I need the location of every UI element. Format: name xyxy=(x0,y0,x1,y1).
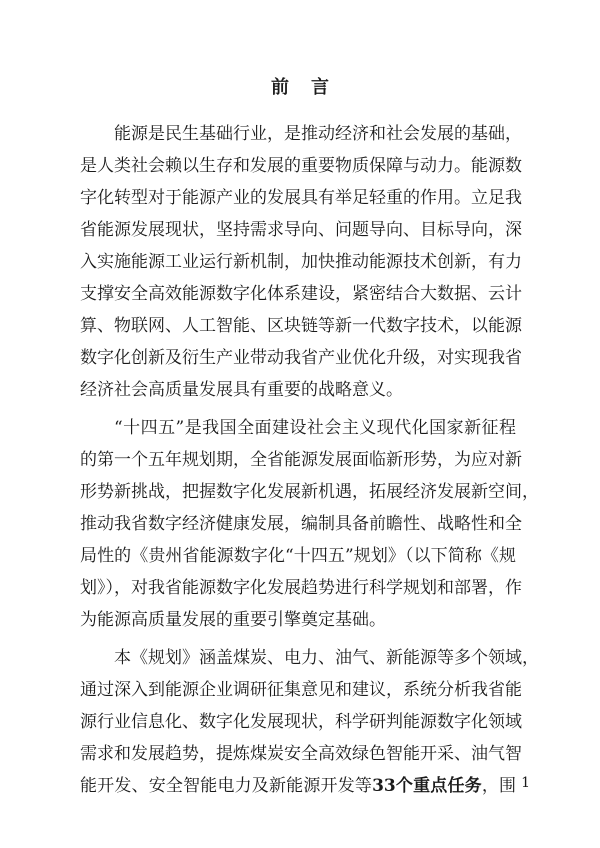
paragraph-2 xyxy=(80,412,539,636)
text-line: 推动我省数字经济健康发展，编制具备前瞻性、战略性和全 xyxy=(80,514,522,534)
key-tasks-emphasis: 33个重点任务 xyxy=(372,776,482,796)
text-line: 算、物联网、人工智能、区块链等新一代数字技术，以能源 xyxy=(80,316,522,336)
text-line: 是人类社会赖以生存和发展的重要物质保障与动力。能源数 xyxy=(80,156,522,176)
text-line: 为能源高质量发展的重要引擎奠定基础。 xyxy=(80,610,386,630)
text-line: 形势新挑战，把握数字化发展新机遇，拓展经济发展新空间， xyxy=(80,482,539,502)
page-number: 1 xyxy=(521,775,530,791)
page-title: 前言 xyxy=(271,77,351,98)
text-line: 入实施能源工业运行新机制，加快推动能源技术创新，有力 xyxy=(80,252,522,272)
text-line: 支撑安全高效能源数字化体系建设，紧密结合大数据、云计 xyxy=(80,284,522,304)
text-line: 字化转型对于能源产业的发展具有举足轻重的作用。立足我 xyxy=(80,188,522,208)
text-line: 数字化创新及衍生产业带动我省产业优化升级，对实现我省 xyxy=(80,348,522,368)
text-line-with-emphasis xyxy=(80,770,516,802)
text-line: 源行业信息化、数字化发展现状，科学研判能源数字化领域 xyxy=(80,712,522,732)
text-line: 经济社会高质量发展具有重要的战略意义。 xyxy=(80,380,403,400)
text-line: 省能源发展现状，坚持需求导向、问题导向、目标导向，深 xyxy=(80,220,522,240)
text-segment: 能开发、安全智能电力及新能源开发等 xyxy=(80,776,373,796)
document-body xyxy=(80,118,539,802)
text-line: 能源是民生基础行业，是推动经济和社会发展的基础， xyxy=(114,124,522,144)
text-line: 需求和发展趋势，提炼煤炭安全高效绿色智能开采、油气智 xyxy=(80,744,522,764)
text-line: 的第一个五年规划期，全省能源发展面临新形势，为应对新 xyxy=(80,450,522,470)
paragraph-3 xyxy=(80,642,539,802)
text-line: 通过深入到能源企业调研征集意见和建议，系统分析我省能 xyxy=(80,680,522,700)
text-line: 划》），对我省能源数字化发展趋势进行科学规划和部署，作 xyxy=(80,578,522,598)
paragraph-1 xyxy=(80,118,522,406)
text-line: 局性的《贵州省能源数字化“十四五”规划》（以下简称《规 xyxy=(80,546,516,566)
text-segment: ，围 xyxy=(481,776,517,796)
text-line: 本《规划》涵盖煤炭、电力、油气、新能源等多个领域， xyxy=(114,648,539,668)
text-line: “十四五”是我国全面建设社会主义现代化国家新征程 xyxy=(114,418,516,438)
